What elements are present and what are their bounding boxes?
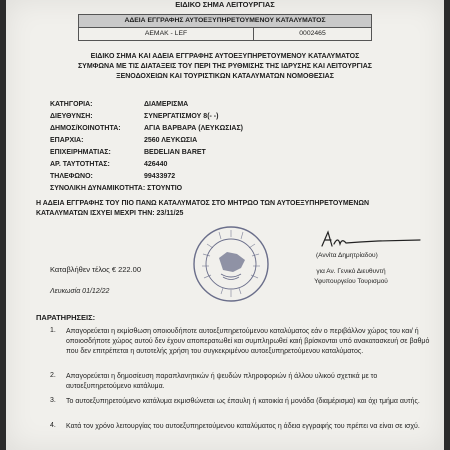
registration-line-2: ΚΑΤΑΛΥΜΑΤΩΝ ΙΣΧΥΕΙ ΜΕΧΡΙ ΤΗΝ: 23/11/25 (36, 210, 184, 217)
field-value-municipality: ΑΓΙΑ ΒΑΡΒΑΡΑ (ΛΕΥΚΩΣΙΑΣ) (144, 125, 243, 132)
field-label-municipality: ΔΗΜΟΣ/ΚΟΙΝΟΤΗΤΑ: (50, 125, 121, 132)
issue-date: Λευκωσία 01/12/22 (50, 288, 110, 295)
field-value-district: 2560 ΛΕΥΚΩΣΙΑ (144, 137, 198, 144)
notes-heading: ΠΑΡΑΤΗΡΗΣΕΙΣ: (36, 313, 96, 322)
signatory-role-line-1: για Αν. Γενικό Διευθυντή (316, 268, 386, 275)
intro-line-2: ΣΥΜΦΩΝΑ ΜΕ ΤΙΣ ΔΙΑΤΑΞΕΙΣ ΤΟΥ ΠΕΡΙ ΤΗΣ ΡΥΘΜΙΣΗΣ ΤΗΣ ΙΔΡΥΣΗΣ ΚΑΙ ΛΕΙΤΟΥΡΓΙΑΣ (77, 63, 373, 70)
field-label-category: ΚΑΤΗΓΟΡΙΑ: (50, 101, 93, 108)
handwritten-signature (316, 228, 426, 252)
certificate-page (6, 0, 444, 450)
license-header-box (78, 14, 372, 41)
ministry-seal-stamp (191, 224, 271, 304)
field-value-address: ΣΥΝΕΡΓΑΤΙΣΜΟΥ 8(- -) (144, 113, 219, 120)
intro-line-3: ΞΕΝΟΔΟΧΕΙΩΝ ΚΑΙ ΤΟΥΡΙΣΤΙΚΩΝ ΚΑΤΑΛΥΜΑΤΩΝ ΝΟΜΟΘΕΣΙΑΣ (116, 73, 334, 80)
note-number: 4. (50, 422, 56, 429)
note-text: Κατά τον χρόνο λειτουργίας του αυτοεξυπηρετούμενου καταλύματος η άδεια εγγραφής του πρέπει να είναι σε ισχύ. (66, 423, 420, 430)
license-number: 0002465 (299, 30, 326, 37)
field-value-id-number: 426440 (144, 161, 168, 168)
fee-paid: Καταβλήθεν τέλος € 222.00 (50, 265, 142, 274)
document-heading: ΕΙΔΙΚΟ ΣΗΜΑ ΛΕΙΤΟΥΡΓΙΑΣ (175, 0, 275, 9)
signatory-name: (Αννίτα Δημητρίαδου) (316, 252, 378, 259)
note-text: Απαγορεύεται η δημοσίευση παραπλανητικών ή ψευδών πληροφοριών ή άλλου υλικού σχετικά με το αυτοεξυπηρετούμενο κατάλυμα. (66, 373, 378, 390)
field-label-address: ΔΙΕΥΘΥΝΣΗ: (50, 113, 93, 120)
field-label-district: ΕΠΑΡΧΙΑ: (50, 137, 84, 144)
note-number: 1. (50, 327, 56, 334)
note-number: 3. (50, 397, 56, 404)
note-number: 2. (50, 372, 56, 379)
license-title: ΑΔΕΙΑ ΕΓΓΡΑΦΗΣ ΑΥΤΟΕΞΥΠΗΡΕΤΟΥΜΕΝΟΥ ΚΑΤΑΛΥΜΑΤΟΣ (79, 15, 371, 28)
registration-line-1: Η ΑΔΕΙΑ ΕΓΓΡΑΦΗΣ ΤΟΥ ΠΙΟ ΠΑΝΩ ΚΑΤΑΛΥΜΑΤΟΣ ΣΤΟ ΜΗΤΡΩΟ ΤΩΝ ΑΥΤΟΕΞΥΠΗΡΕΤΟΥΜΕΝΩΝ (36, 200, 370, 207)
note-text: Απαγορεύεται η εκμίσθωση οποιουδήποτε αυτοεξυπηρετούμενου καταλύματος εάν ο περιβάλλον χώρος του και/ ή οποιοσδήποτε χώρος αυτού δεν έχουν αποπερατωθεί και συμπληρωθεί καιή βρίσκονται υπό ανακατασκευή σε βαθμό που δεν επιτρέπεται η αυτοτελής χρήση του συγκεκριμένου αυτοεξυπηρετούμενου καταλύματος. (66, 328, 430, 355)
field-value-category: ΔΙΑΜΕΡΙΣΜΑ (144, 101, 189, 108)
field-label-operator: ΕΠΙΧΕΙΡΗΜΑΤΙΑΣ: (50, 149, 111, 156)
field-value-phone: 99433972 (144, 173, 176, 180)
field-value-operator: BEDELIAN BARET (144, 149, 206, 156)
field-label-id-number: ΑΡ. ΤΑΥΤΟΤΗΤΑΣ: (50, 161, 110, 168)
signatory-role-line-2: Υφυπουργείου Τουρισμού (314, 278, 388, 285)
intro-line-1: ΕΙΔΙΚΟ ΣΗΜΑ ΚΑΙ ΑΔΕΙΑ ΕΓΓΡΑΦΗΣ ΑΥΤΟΕΞΥΠΗΡΕΤΟΥΜΕΝΟΥ ΚΑΤΑΛΥΜΑΤΟΣ (90, 53, 360, 60)
license-id-row (79, 28, 371, 40)
license-code: AEMAK - LEF (79, 28, 254, 40)
note-text: Το αυτοεξυπηρετούμενο κατάλυμα εκμισθώνεται ως έπαυλη ή κατοικία ή μονάδα (διαμέρισμα) και όχι τμήμα αυτής. (66, 398, 420, 405)
total-capacity: ΣΥΝΟΛΙΚΗ ΔΥΝΑΜΙΚΟΤΗΤΑ: ΣΤΟΥΝΤΙΟ (50, 185, 183, 192)
field-label-phone: ΤΗΛΕΦΩΝΟ: (50, 173, 93, 180)
signatory-role (276, 267, 426, 287)
